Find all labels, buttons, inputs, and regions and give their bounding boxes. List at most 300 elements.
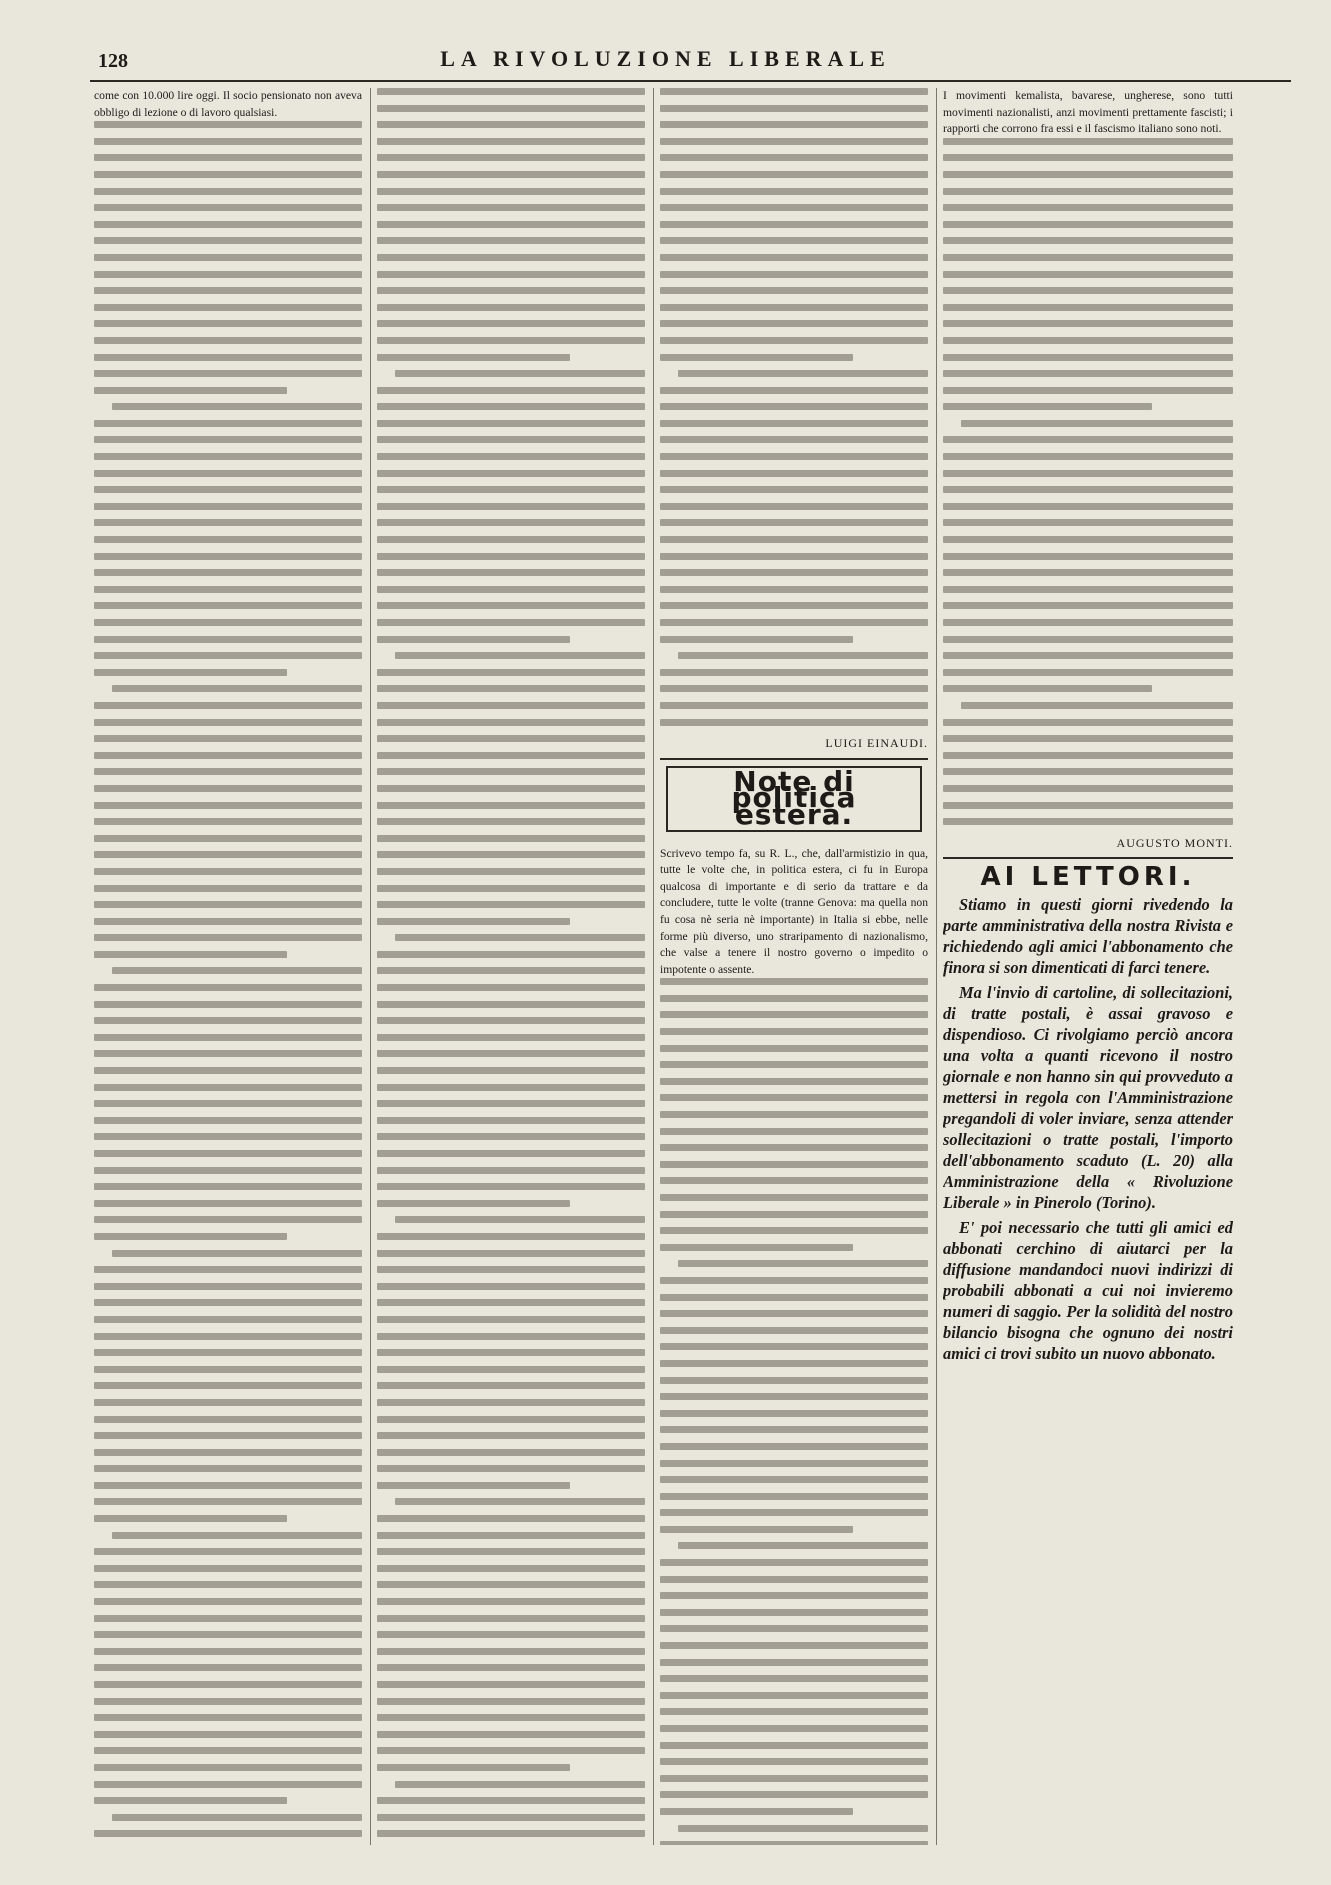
- text-line: [94, 1764, 362, 1771]
- text-line: [377, 1150, 645, 1157]
- text-line: [660, 503, 928, 510]
- text-line: [377, 453, 645, 460]
- text-line: [943, 221, 1233, 228]
- text-line: [377, 1598, 645, 1605]
- text-line: [660, 1460, 928, 1467]
- text-line: [377, 304, 645, 311]
- text-line: [377, 536, 645, 543]
- text-line: [112, 1814, 362, 1821]
- text-line: [94, 1631, 362, 1638]
- text-line: [943, 602, 1233, 609]
- text-line: [660, 1758, 928, 1765]
- text-line: [377, 785, 645, 792]
- text-line: [94, 138, 362, 145]
- text-line: [94, 1283, 362, 1290]
- text-line: [94, 802, 362, 809]
- text-line: [94, 1416, 362, 1423]
- text-line: [94, 1084, 362, 1091]
- text-line: [377, 669, 645, 676]
- text-line: [377, 702, 645, 709]
- text-line: [660, 221, 928, 228]
- text-line: [94, 271, 362, 278]
- text-block: [94, 121, 362, 1845]
- text-line: [377, 1266, 645, 1273]
- text-line: [660, 995, 928, 1002]
- text-line: [943, 652, 1233, 659]
- text-line: [660, 1775, 928, 1782]
- text-block: [377, 88, 645, 1845]
- text-line: [660, 1841, 928, 1845]
- column-4-opening: I movimenti kemalista, bavarese, ungherese, sono tutti movimenti nazionalisti, anzi movimenti prettamente fascisti; i rapporti che corrono fra essi e il fascismo italiano sono noti.: [943, 89, 1233, 136]
- column-divider: [936, 88, 937, 1845]
- text-line: [943, 669, 1233, 676]
- column-divider: [653, 88, 654, 1845]
- text-line: [678, 1825, 928, 1832]
- masthead-title: LA RIVOLUZIONE LIBERALE: [440, 46, 891, 71]
- text-line: [660, 1526, 853, 1533]
- text-line: [94, 1648, 362, 1655]
- text-line: [94, 619, 362, 626]
- text-line: [660, 354, 853, 361]
- readers-paragraph: E' poi necessario che tutti gli amici ed abbonati cerchino di aiutarci per la diffusione mandandoci nuovi indirizzi di probabili abbonati a cui noi invieremo numeri di saggio. Per la solidità del nostro bilancio bisogna che ognuno dei nostri amici ci trovi subito un nuovo abbonato.: [943, 1217, 1233, 1363]
- text-line: [377, 1382, 645, 1389]
- text-line: [377, 105, 645, 112]
- text-line: [377, 121, 645, 128]
- text-line: [660, 88, 928, 95]
- text-line: [678, 370, 928, 377]
- text-line: [94, 1681, 362, 1688]
- text-line: [377, 1299, 645, 1306]
- text-line: [377, 1532, 645, 1539]
- text-line: [943, 237, 1233, 244]
- text-line: [660, 702, 928, 709]
- text-line: [660, 271, 928, 278]
- text-line: [377, 685, 645, 692]
- text-line: [94, 652, 362, 659]
- text-line: [395, 1781, 645, 1788]
- text-line: [377, 1814, 645, 1821]
- text-line: [377, 735, 645, 742]
- text-line: [94, 1316, 362, 1323]
- text-line: [660, 1161, 928, 1168]
- text-line: [943, 802, 1233, 809]
- text-line: [377, 569, 645, 576]
- text-line: [94, 901, 362, 908]
- text-line: [112, 1532, 362, 1539]
- text-line: [660, 1045, 928, 1052]
- text-line: [377, 154, 645, 161]
- text-line: [377, 1565, 645, 1572]
- text-line: [678, 1260, 928, 1267]
- section-rule: [943, 857, 1233, 859]
- text-line: [660, 154, 928, 161]
- text-line: [943, 453, 1233, 460]
- text-line: [94, 1034, 362, 1041]
- text-line: [660, 1144, 928, 1151]
- text-line: [377, 320, 645, 327]
- text-line: [660, 1675, 928, 1682]
- text-line: [377, 719, 645, 726]
- text-line: [94, 951, 287, 958]
- text-line: [660, 486, 928, 493]
- text-line: [94, 1399, 362, 1406]
- text-line: [94, 768, 362, 775]
- text-line: [660, 1128, 928, 1135]
- section-title: Note di politica estera.: [666, 766, 922, 832]
- text-line: [94, 287, 362, 294]
- text-line: [660, 619, 928, 626]
- text-line: [660, 1493, 928, 1500]
- text-line: [660, 1094, 928, 1101]
- text-line: [660, 685, 928, 692]
- text-line: [377, 88, 645, 95]
- text-line: [377, 1117, 645, 1124]
- article-signature: AUGUSTO MONTI.: [1116, 835, 1233, 850]
- text-line: [377, 1830, 645, 1837]
- text-block: [660, 978, 928, 1845]
- text-line: [94, 1515, 287, 1522]
- text-line: [660, 1244, 853, 1251]
- text-line: [112, 1250, 362, 1257]
- text-line: [94, 1581, 362, 1588]
- text-line: [660, 1609, 928, 1616]
- page-number: 128: [98, 50, 128, 72]
- text-line: [660, 105, 928, 112]
- text-line: [943, 138, 1233, 145]
- column-4: [943, 88, 1233, 1845]
- text-line: [660, 586, 928, 593]
- text-line: [660, 287, 928, 294]
- text-line: [660, 569, 928, 576]
- text-line: [94, 984, 362, 991]
- text-line: [377, 1067, 645, 1074]
- text-line: [660, 1725, 928, 1732]
- text-line: [943, 768, 1233, 775]
- text-line: [377, 1133, 645, 1140]
- text-line: [94, 602, 362, 609]
- text-line: [377, 1465, 645, 1472]
- text-line: [377, 1349, 645, 1356]
- text-line: [377, 1764, 570, 1771]
- text-line: [660, 1177, 928, 1184]
- text-line: [395, 934, 645, 941]
- text-line: [94, 569, 362, 576]
- text-line: [377, 636, 570, 643]
- text-line: [943, 818, 1233, 825]
- text-line: [377, 420, 645, 427]
- text-line: [94, 636, 362, 643]
- text-line: [94, 519, 362, 526]
- text-line: [660, 1294, 928, 1301]
- text-line: [660, 188, 928, 195]
- text-line: [660, 1576, 928, 1583]
- text-line: [961, 420, 1233, 427]
- text-line: [660, 1377, 928, 1384]
- text-line: [660, 1592, 928, 1599]
- text-line: [94, 702, 362, 709]
- text-line: [660, 1343, 928, 1350]
- text-line: [94, 354, 362, 361]
- column-2: [377, 88, 645, 1845]
- text-line: [660, 1061, 928, 1068]
- text-line: [94, 1017, 362, 1024]
- text-line: [94, 1216, 362, 1223]
- text-line: [112, 403, 362, 410]
- text-line: [660, 636, 853, 643]
- text-line: [660, 1791, 928, 1798]
- text-line: [660, 1227, 928, 1234]
- text-line: [94, 1698, 362, 1705]
- text-line: [94, 420, 362, 427]
- text-line: [377, 1200, 570, 1207]
- text-line: [94, 1266, 362, 1273]
- text-line: [943, 735, 1233, 742]
- text-line: [660, 337, 928, 344]
- text-line: [660, 1808, 853, 1815]
- text-line: [94, 1133, 362, 1140]
- text-line: [377, 1698, 645, 1705]
- text-line: [94, 121, 362, 128]
- text-line: [377, 337, 645, 344]
- text-line: [377, 254, 645, 261]
- text-line: [94, 1714, 362, 1721]
- text-line: [94, 586, 362, 593]
- text-line: [94, 470, 362, 477]
- article-signature: LUIGI EINAUDI.: [825, 736, 928, 751]
- text-line: [94, 785, 362, 792]
- text-line: [660, 237, 928, 244]
- text-line: [377, 1366, 645, 1373]
- text-line: [377, 901, 645, 908]
- text-line: [94, 1001, 362, 1008]
- text-line: [94, 553, 362, 560]
- readers-paragraph: Stiamo in questi giorni rivedendo la parte amministrativa della nostra Rivista e richiedendo agli amici l'abbonamento che finora si son dimenticati di farci tenere.: [943, 894, 1233, 977]
- text-line: [943, 636, 1233, 643]
- text-line: [377, 1731, 645, 1738]
- text-line: [94, 337, 362, 344]
- text-line: [660, 204, 928, 211]
- text-line: [660, 1410, 928, 1417]
- text-line: [943, 536, 1233, 543]
- text-line: [377, 868, 645, 875]
- text-line: [94, 818, 362, 825]
- text-line: [660, 1476, 928, 1483]
- text-line: [395, 1498, 645, 1505]
- text-line: [377, 1581, 645, 1588]
- text-line: [943, 586, 1233, 593]
- text-line: [377, 1316, 645, 1323]
- text-line: [943, 387, 1233, 394]
- text-line: [377, 519, 645, 526]
- text-line: [660, 470, 928, 477]
- text-line: [660, 1028, 928, 1035]
- text-line: [94, 1349, 362, 1356]
- text-line: [377, 1681, 645, 1688]
- text-line: [660, 436, 928, 443]
- text-line: [94, 171, 362, 178]
- text-line: [377, 1050, 645, 1057]
- text-line: [94, 835, 362, 842]
- text-line: [660, 1509, 928, 1516]
- text-line: [94, 1167, 362, 1174]
- text-line: [943, 503, 1233, 510]
- text-line: [377, 1631, 645, 1638]
- text-line: [377, 768, 645, 775]
- text-line: [377, 602, 645, 609]
- text-line: [660, 1277, 928, 1284]
- text-line: [660, 171, 928, 178]
- text-line: [943, 619, 1233, 626]
- text-line: [660, 719, 928, 726]
- text-line: [377, 851, 645, 858]
- text-line: [377, 1482, 570, 1489]
- text-line: [943, 785, 1233, 792]
- text-line: [94, 254, 362, 261]
- text-line: [94, 1067, 362, 1074]
- text-line: [660, 553, 928, 560]
- text-line: [678, 652, 928, 659]
- text-line: [660, 453, 928, 460]
- text-line: [678, 1542, 928, 1549]
- text-line: [660, 1625, 928, 1632]
- text-line: [660, 387, 928, 394]
- text-line: [660, 1559, 928, 1566]
- text-line: [660, 1194, 928, 1201]
- text-line: [943, 685, 1152, 692]
- text-line: [377, 1797, 645, 1804]
- text-line: [94, 304, 362, 311]
- text-line: [94, 1781, 362, 1788]
- column-divider: [370, 88, 371, 1845]
- readers-notice: [943, 894, 1233, 1364]
- text-line: [660, 121, 928, 128]
- text-line: [943, 569, 1233, 576]
- text-line: [660, 138, 928, 145]
- readers-paragraph: Ma l'invio di cartoline, di sollecitazioni, di tratte postali, è assai gravoso e dispendioso. Ci rivolgiamo perciò ancora una volta a quanti ricevono il nostro giornale e non hanno sin qui provveduto a mettersi in regola con l'Amministrazione pregandoli di voler inviare, senza attender sollecitazioni o tratte postali, l'importo dell'abbonamento scaduto (L. 20) alla Amministrazione della « Rivoluzione Liberale » in Pinerolo (Torino).: [943, 982, 1233, 1212]
- text-line: [660, 1692, 928, 1699]
- text-line: [377, 835, 645, 842]
- text-line: [377, 1416, 645, 1423]
- text-line: [94, 1548, 362, 1555]
- text-line: [377, 387, 645, 394]
- section-opening: Scrivevo tempo fa, su R. L., che, dall'armistizio in qua, tutte le volte che, in politica estera, ci fu in Europa qualcosa di importante e di serio da trattare e da concludere, tutte le volte (tranne Genova: ma quella non fu cosa nè seria nè importante) in Italia si ebbe, nelle forme più diverso, uno straripamento di nazionalismo, che valse a tenere il nostro governo o impedito o impotente o assente.: [660, 846, 928, 976]
- text-line: [94, 453, 362, 460]
- text-line: [94, 154, 362, 161]
- text-line: [94, 1747, 362, 1754]
- text-line: [94, 1200, 362, 1207]
- text-line: [94, 1382, 362, 1389]
- text-line: [94, 387, 287, 394]
- text-line: [94, 1117, 362, 1124]
- text-line: [660, 1659, 928, 1666]
- text-line: [377, 221, 645, 228]
- text-line: [377, 237, 645, 244]
- text-line: [660, 420, 928, 427]
- text-line: [377, 1449, 645, 1456]
- text-line: [94, 1050, 362, 1057]
- text-line: [94, 1731, 362, 1738]
- text-line: [377, 1648, 645, 1655]
- column-1: [94, 88, 362, 1845]
- text-line: [377, 1664, 645, 1671]
- text-line: [943, 188, 1233, 195]
- text-line: [377, 1283, 645, 1290]
- text-line: [94, 1615, 362, 1622]
- text-line: [112, 967, 362, 974]
- text-line: [660, 1443, 928, 1450]
- text-line: [377, 436, 645, 443]
- column-3: [660, 88, 928, 1845]
- text-line: [660, 536, 928, 543]
- text-line: [94, 188, 362, 195]
- text-line: [660, 1327, 928, 1334]
- text-line: [660, 1742, 928, 1749]
- text-line: [94, 719, 362, 726]
- text-line: [943, 470, 1233, 477]
- text-line: [943, 320, 1233, 327]
- text-line: [94, 370, 362, 377]
- text-line: [943, 271, 1233, 278]
- text-line: [377, 1250, 645, 1257]
- text-line: [94, 536, 362, 543]
- text-line: [94, 885, 362, 892]
- text-line: [94, 436, 362, 443]
- text-line: [377, 1333, 645, 1340]
- text-line: [94, 1333, 362, 1340]
- text-line: [943, 287, 1233, 294]
- text-line: [94, 237, 362, 244]
- text-line: [94, 934, 362, 941]
- text-line: [94, 1598, 362, 1605]
- text-line: [943, 719, 1233, 726]
- text-line: [943, 354, 1233, 361]
- text-line: [660, 1078, 928, 1085]
- text-line: [377, 1100, 645, 1107]
- text-line: [94, 204, 362, 211]
- text-line: [377, 1233, 645, 1240]
- text-line: [94, 752, 362, 759]
- text-line: [377, 752, 645, 759]
- text-line: [112, 685, 362, 692]
- text-line: [660, 1111, 928, 1118]
- text-line: [660, 669, 928, 676]
- text-line: [660, 403, 928, 410]
- text-line: [377, 967, 645, 974]
- text-line: [395, 1216, 645, 1223]
- text-line: [660, 602, 928, 609]
- text-line: [94, 1366, 362, 1373]
- text-line: [943, 171, 1233, 178]
- text-line: [377, 486, 645, 493]
- text-line: [377, 503, 645, 510]
- text-line: [94, 1299, 362, 1306]
- text-line: [943, 519, 1233, 526]
- text-line: [94, 735, 362, 742]
- text-line: [94, 486, 362, 493]
- text-line: [377, 1714, 645, 1721]
- text-line: [660, 254, 928, 261]
- text-line: [395, 370, 645, 377]
- text-line: [377, 271, 645, 278]
- text-line: [943, 154, 1233, 161]
- text-line: [377, 1399, 645, 1406]
- text-line: [943, 370, 1233, 377]
- text-line: [94, 1664, 362, 1671]
- text-line: [94, 1482, 362, 1489]
- text-line: [660, 1211, 928, 1218]
- text-line: [377, 354, 570, 361]
- column-1-opening: come con 10.000 lire oggi. Il socio pensionato non aveva obbligo di lezione o di lavoro qualsiasi.: [94, 89, 362, 119]
